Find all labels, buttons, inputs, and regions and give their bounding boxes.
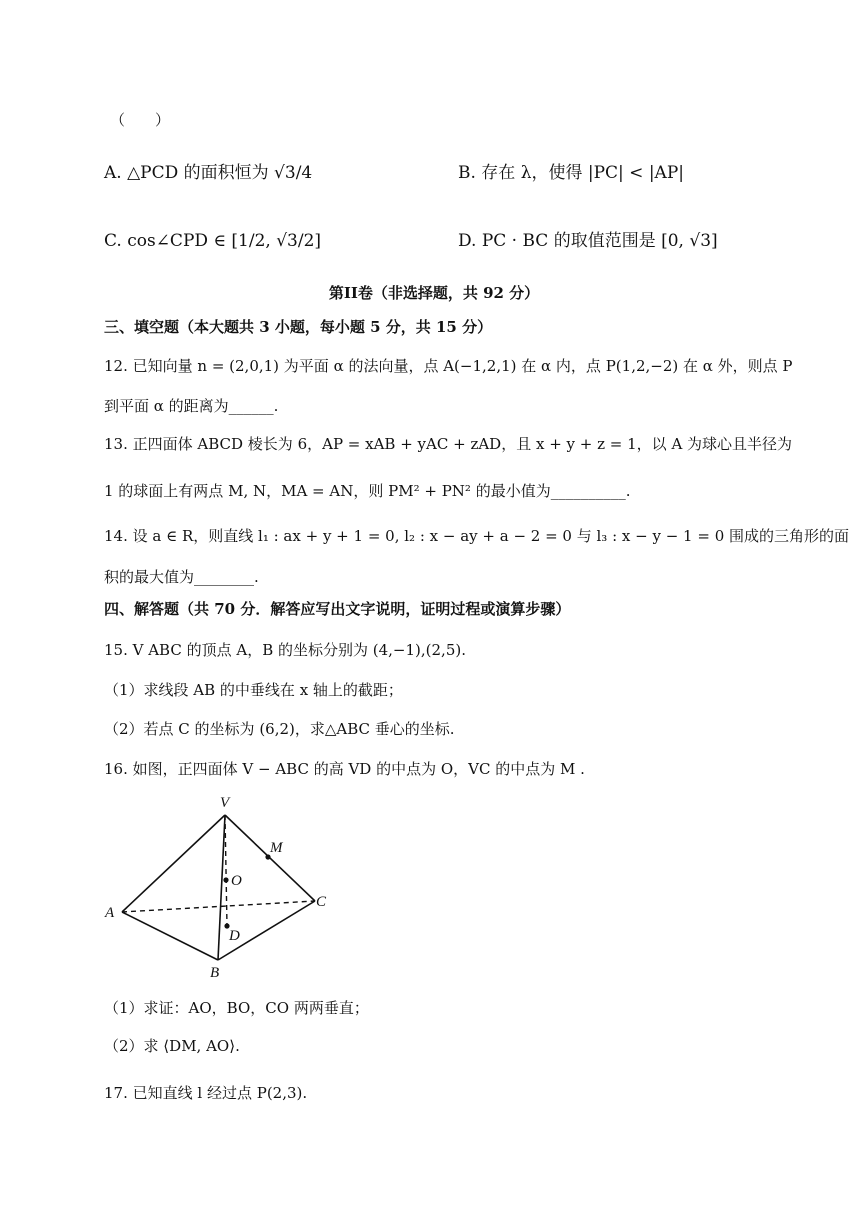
question-17-line-1: 17. 已知直线 l 经过点 P(2,3). bbox=[104, 1084, 308, 1102]
question-14-line-2: 积的最大值为________. bbox=[104, 568, 259, 586]
edge-va bbox=[122, 815, 225, 912]
question-11-paren: （ ） bbox=[110, 111, 171, 129]
edge-ac-hidden bbox=[122, 901, 315, 912]
question-15-line-1: 15. V ABC 的顶点 A，B 的坐标分别为 (4,−1),(2,5). bbox=[104, 641, 466, 659]
question-15-part-2: （2）若点 C 的坐标为 (6,2)，求△ABC 垂心的坐标. bbox=[104, 720, 455, 738]
question-12-line-2: 到平面 α 的距离为______. bbox=[104, 397, 279, 415]
label-m: M bbox=[270, 840, 283, 856]
part-two-title: 第II卷（非选择题，共 92 分） bbox=[328, 284, 540, 302]
question-12-line-1: 12. 已知向量 n = (2,0,1) 为平面 α 的法向量，点 A(−1,2,1) 在 α 内，点 P(1,2,−2) 在 α 外，则点 P bbox=[104, 357, 793, 375]
label-o: O bbox=[231, 873, 242, 889]
question-15-part-1: （1）求线段 AB 的中垂线在 x 轴上的截距； bbox=[104, 681, 403, 699]
option-a: A. △PCD 的面积恒为 √3/4 bbox=[104, 163, 313, 183]
section-three-heading: 三、填空题（本大题共 3 小题，每小题 5 分，共 15 分） bbox=[104, 318, 493, 336]
label-c: C bbox=[316, 894, 327, 910]
edge-vb bbox=[218, 815, 225, 960]
section-four-heading: 四、解答题（共 70 分．解答应写出文字说明，证明过程或演算步骤） bbox=[104, 600, 571, 618]
question-16-part-1: （1）求证：AO，BO，CO 两两垂直； bbox=[104, 999, 369, 1017]
question-16-line-1: 16. 如图，正四面体 V − ABC 的高 VD 的中点为 O，VC 的中点为 M . bbox=[104, 760, 585, 778]
option-c: C. cos∠CPD ∈ [1/2, √3/2] bbox=[104, 231, 322, 251]
question-13-line-1: 13. 正四面体 ABCD 棱长为 6，AP = xAB + yAC + zAD，且 x + y + z = 1，以 A 为球心且半径为 bbox=[104, 435, 793, 453]
edge-ab bbox=[122, 912, 218, 960]
point-o bbox=[223, 877, 228, 882]
question-13-line-2: 1 的球面上有两点 M, N，MA = AN，则 PM² + PN² 的最小值为__________. bbox=[104, 482, 631, 500]
option-b: B. 存在 λ，使得 |PC| < |AP| bbox=[458, 163, 685, 183]
option-d: D. PC · BC 的取值范围是 [0, √3] bbox=[458, 231, 718, 251]
tetrahedron-figure bbox=[100, 790, 340, 986]
label-d: D bbox=[229, 928, 240, 944]
label-v: V bbox=[220, 795, 230, 811]
label-a: A bbox=[105, 905, 115, 921]
question-16-part-2: （2）求 ⟨DM, AO⟩. bbox=[104, 1037, 240, 1055]
height-vd-hidden bbox=[225, 815, 227, 926]
label-b: B bbox=[210, 965, 220, 981]
question-14-line-1: 14. 设 a ∈ R，则直线 l₁ : ax + y + 1 = 0, l₂ : x − ay + a − 2 = 0 与 l₃ : x − y − 1 = 0 围成的三角形的面 bbox=[104, 527, 850, 545]
